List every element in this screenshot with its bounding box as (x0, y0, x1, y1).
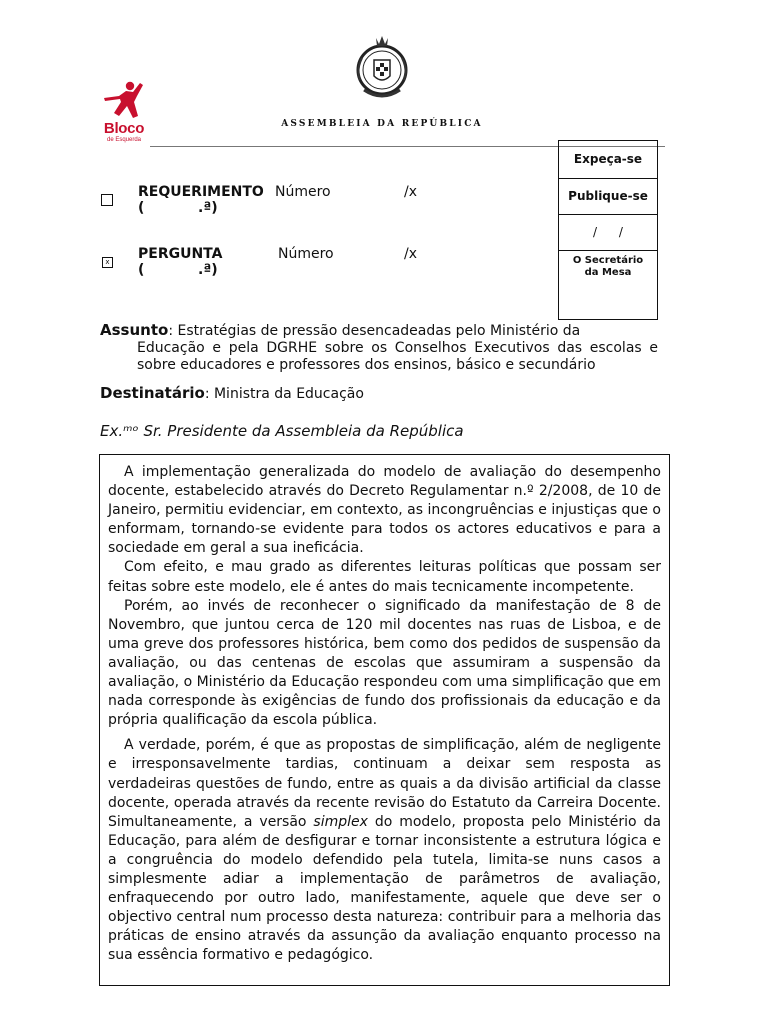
body-paragraph-4-part-b: do modelo, proposta pelo Ministério da Educação, para além de desfigurar e tornar inconsistente a estrutura lógica e a congruência do modelo defendido pela tutela, limita-se nuns casos a simplesmente adiar a implementação de parâmetros de avaliação, enfraquecendo por outro lado, manifestamente, aquele que deve ser o objectivo central num processo desta natureza: contribuir para a melhoria das práticas de ensino através da assunção da avaliação enquanto processo na sua essência formativo e pedagógico. (108, 813, 661, 964)
recipient-value: : Ministra da Educação (204, 386, 364, 402)
requerimento-checkbox[interactable] (101, 194, 113, 206)
stamp-expeca: Expeça-se (559, 141, 657, 179)
subject-first-line: : Estratégias de pressão desencadeadas pelo Ministério da (168, 323, 581, 339)
requerimento-label: REQUERIMENTO (138, 184, 264, 200)
pergunta-checkbox[interactable]: x (102, 257, 113, 268)
pergunta-label: PERGUNTA (138, 246, 223, 262)
salutation: Ex.ᵐᵒ Sr. Presidente da Assembleia da República (100, 422, 464, 440)
pergunta-legislature: ( .ª) (138, 262, 218, 278)
body-paragraph-3: Porém, ao invés de reconhecer o significado da manifestação de 8 de Novembro, que juntou cerca de 120 mil docentes nas ruas de Lisboa, e de uma greve dos professores histórica, bem como dos pedidos de suspensão da avaliação, ou das centenas de escolas que assumiram a suspensão da avaliação, o Ministério da Educação respondeu com uma simplificação que em nada corresponde às exigências de fundo dos profissionais da educação e da própria qualificação da escola pública. (108, 597, 661, 729)
body-paragraph-1: A implementação generalizada do modelo de avaliação do desempenho docente, estabelecido através do Decreto Regulamentar n.º 2/2008, de 10 de Janeiro, permitiu evidenciar, em contexto, as incongruências e injustiças que o enformam, tornando-se evidente para todos os actores educativos e para a sociedade em geral a sua ineficácia. (108, 464, 661, 557)
question-body (99, 454, 670, 986)
stamp-publique: Publique-se (559, 179, 657, 215)
emblem-icon (352, 30, 412, 110)
stamp-date: / / (559, 215, 657, 251)
subject-continuation: Educação e pela DGRHE sobre os Conselhos Executivos das escolas e sobre educadores e professores dos ensinos, básico e secundário (137, 340, 658, 373)
subject-section (100, 322, 658, 374)
requerimento-number-label: Número (275, 184, 331, 200)
dispatch-stamp-box (558, 140, 658, 320)
stamp-secretary-line2: da Mesa (584, 267, 632, 278)
institution-title: ASSEMBLEIA DA REPÚBLICA (281, 119, 483, 129)
logo-subtitle: de Esquerda (106, 137, 142, 143)
pergunta-number-slash: /x (404, 246, 418, 262)
recipient-section (100, 384, 364, 402)
party-logo (100, 80, 148, 146)
body-paragraph-2: Com efeito, e mau grado as diferentes leituras políticas que possam ser feitas sobre este modelo, ele é antes do mais tecnicamente incompetente. (108, 559, 661, 595)
stamp-secretary (559, 255, 657, 279)
requerimento-legislature: ( .ª) (138, 200, 218, 216)
recipient-label: Destinatário (100, 384, 205, 402)
requerimento-number-slash: /x (404, 184, 418, 200)
logo-wordmark: Bloco (103, 120, 145, 137)
body-paragraph-4-simplex: simplex (313, 813, 368, 830)
coat-of-arms-emblem (352, 30, 412, 110)
body-paragraph-4 (108, 736, 661, 965)
stamp-secretary-line1: O Secretário (572, 255, 644, 266)
body-paragraph-4-part-a: A verdade, porém, é que as propostas de simplificação, além de negligente e irresponsavelmente tardias, continuam a deixar sem resposta as verdadeiras questões de fundo, entre as quais a da divisão artificial da classe docente, operada através da recente revisão do Estatuto da Carreira Docente. Simultaneamente, a versão (108, 737, 661, 830)
subject-label: Assunto (100, 321, 169, 339)
star-figure-icon (100, 80, 148, 122)
pergunta-number-label: Número (278, 246, 334, 262)
